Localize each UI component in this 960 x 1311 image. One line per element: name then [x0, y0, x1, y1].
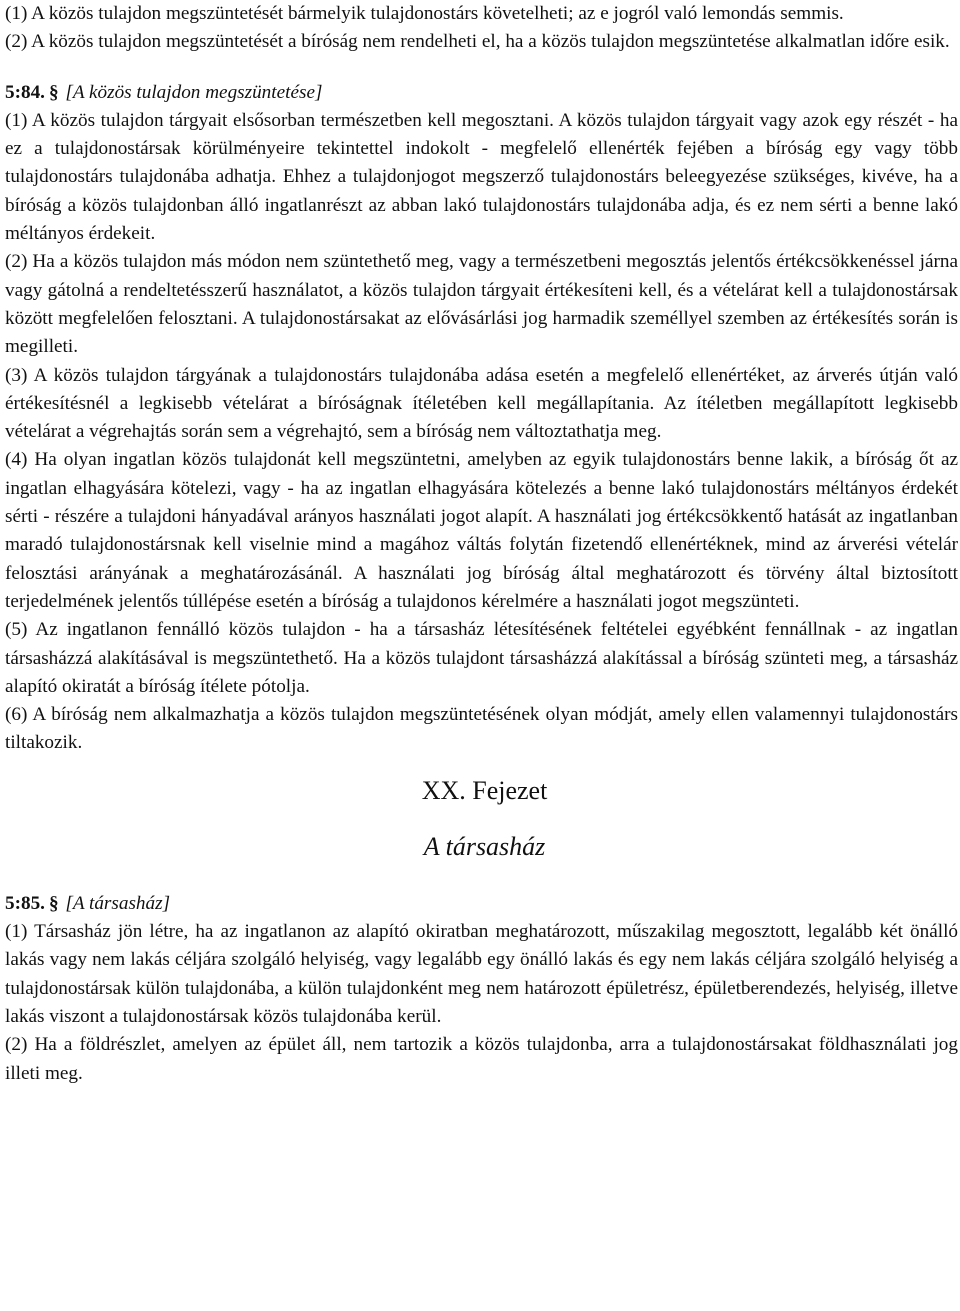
- chapter-title: XX. Fejezet: [421, 775, 548, 805]
- section-number: 5:85.: [5, 892, 45, 914]
- spacer: [5, 864, 958, 880]
- section-584-paragraph-2: (2) Ha a közös tulajdon más módon nem szüntethető meg, vagy a természetbeni megosztás jelentős értékcsökkenéssel járna vagy gátolná a rendeltetésszerű használatot, a közös tulajdon tárgyait értékesíteni kell, és a vételárat kell a tulajdonostársak között megfelelően felosztani. A tulajdonostársakat az elővásárlási jog harmadik személlyel szemben az értékesítés során is megilleti.: [5, 251, 958, 358]
- section-584-paragraph-6: (6) A bíróság nem alkalmazhatja a közös tulajdon megszüntetésének olyan módját, amely ellen valamennyi tulajdonostárs tiltakozik.: [5, 704, 958, 754]
- chapter-heading: [5, 774, 958, 864]
- section-584-paragraph-3: (3) A közös tulajdon tárgyának a tulajdonostárs tulajdonába adása esetén a megfelelő ellenértéket, az árverés útján való értékesítésnél a legkisebb vételárat a bíróságnak ítéletében kell megállapítania. Az ítéletben megállapított legkisebb vételárat a végrehajtás során sem a végrehajtó, sem a bíróság nem változtathatja meg.: [5, 364, 958, 443]
- intro-paragraph-2: (2) A közös tulajdon megszüntetését a bíróság nem rendelheti el, ha a közös tulajdon megszüntetése alkalmatlan időre esik.: [5, 31, 950, 53]
- section-mark: §: [48, 81, 59, 103]
- section-mark: §: [48, 892, 59, 914]
- section-584-paragraph-1: (1) A közös tulajdon tárgyait elsősorban természetben kell megosztani. A közös tulajdon tárgyait vagy azok egy részét - ha ez a tulajdonostársak körülményeire tekintettel indokolt - megfelelő ellenérték fejében a bíróság egy vagy több tulajdonostárs tulajdonába adhatja. Ehhez a tulajdonjogot megszerző tulajdonostárs beleegyezése szükséges, kivéve, ha a bíróság a közös tulajdonban álló ingatlanrészt az abban lakó tulajdonostárs tulajdonába adja, és ez nem sérti a benne lakó méltányos érdekeit.: [5, 109, 958, 245]
- section-585-paragraph-2: (2) Ha a földrészlet, amelyen az épület áll, nem tartozik a közös tulajdonba, arra a tulajdonostársakat földhasználati jog illeti meg.: [5, 1034, 958, 1084]
- spacer: [5, 57, 958, 69]
- section-585-paragraph-1: (1) Társasház jön létre, ha az ingatlanon az alapító okiratban meghatározott, műszakilag megosztott, legalább két önálló lakás vagy nem lakás céljára szolgáló helyiség, vagy legalább egy önálló lakás és egy nem lakás céljára szolgáló helyiség a tulajdonostársak külön tulajdonába, a külön tulajdonként meg nem határozott épületrész, épületberendezés, helyiség, illetve lakás viszont a tulajdonostársak közös tulajdonába kerül.: [5, 921, 958, 1027]
- section-584-paragraph-5: (5) Az ingatlanon fennálló közös tulajdon - ha a társasház létesítésének feltételei egyébként fennállnak - az ingatlan társasházzá alakításával is megszüntethető. Ha a közös tulajdont társasházzá alakítással a bíróság szünteti meg, a társasház alapító okiratát a bíróság ítélete pótolja.: [5, 619, 958, 697]
- section-584-paragraph-4: (4) Ha olyan ingatlan közös tulajdonát kell megszüntetni, amelyben az egyik tulajdonostárs benne lakik, a bíróság őt az ingatlan elhagyására kötelezi, vagy - ha az ingatlan elhagyására kötelezés a benne lakó tulajdonostárs méltányos érdekét sérti - részére a tulajdoni hányadával arányos használati jogot alapít. A használati jog értékcsökkentő hatását az ingatlanban maradó tulajdonostársnak kell viselnie mind a magához váltás folytán fizetendő ellenértéknek, mind az árverési vételár felosztási arányának a meghatározásánál. A használati jog bíróság által meghatározott és törvény által biztosított terjedelmének jelentős túllépése esetén a bíróság a tulajdonos kérelmére a használati jogot megszünteti.: [5, 449, 958, 612]
- intro-paragraph-1: (1) A közös tulajdon megszüntetését bármelyik tulajdonostárs követelheti; az e jogról való lemondás semmis.: [5, 3, 844, 24]
- section-title: [A közös tulajdon megszüntetése]: [65, 81, 323, 103]
- document-page: [5, 0, 958, 1088]
- section-title: [A társasház]: [65, 892, 171, 914]
- section-heading-585: [5, 890, 958, 918]
- section-number: 5:84.: [5, 81, 45, 103]
- section-heading-584: [5, 79, 958, 107]
- chapter-subtitle: A társasház: [423, 831, 546, 861]
